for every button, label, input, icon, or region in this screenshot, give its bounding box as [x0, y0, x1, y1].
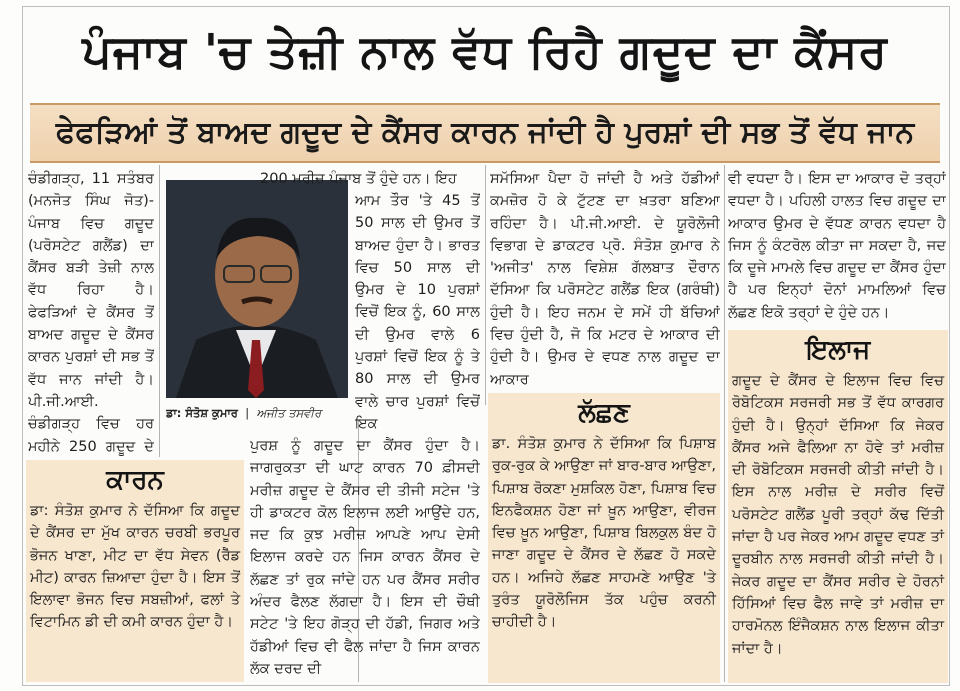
- box-causes-text: ਡਾ: ਸੰਤੋਸ਼ ਕੁਮਾਰ ਨੇ ਦੱਸਿਆ ਕਿ ਗਦੂਦ ਦੇ ਕੈਂਸਰ ਦਾ ਮੁੱਖ ਕਾਰਨ ਚਰਬੀ ਭਰਪੂਰ ਭੋਜਨ ਖਾਣਾ, ਮੀਟ ਦਾ ਵੱਧ ਸੇਵਨ (ਰੈੱਡ ਮੀਟ) ਕਾਰਨ ਜ਼ਿਆਦਾ ਹੁੰਦਾ ਹੈ। ਇਸ ਤੋਂ ਇਲਾਵਾ ਭੋਜਨ ਵਿਚ ਸਬਜ਼ੀਆਂ, ਫਲਾਂ ਤੇ ਵਿਟਾਮਿਨ ਡੀ ਦੀ ਕਮੀ ਕਾਰਨ ਹੁੰਦਾ ਹੈ।: [30, 503, 240, 631]
- box-symptoms: [488, 393, 720, 683]
- column-2-right: [355, 190, 480, 435]
- subheadline: ਫੇਫੜਿਆਂ ਤੋਂ ਬਾਅਦ ਗਦੂਦ ਦੇ ਕੈਂਸਰ ਕਾਰਨ ਜਾਂਦੀ ਹੈ ਪੁਰਸ਼ਾਂ ਦੀ ਸਭ ਤੋਂ ਵੱਧ ਜਾਨ: [30, 103, 940, 163]
- column-4: [728, 168, 946, 328]
- column-divider: [724, 165, 725, 682]
- box-treatment-heading: ਇਲਾਜ: [805, 335, 871, 365]
- box-symptoms-text: ਡਾ. ਸੰਤੋਸ਼ ਕੁਮਾਰ ਨੇ ਦੱਸਿਆ ਕਿ ਪਿਸ਼ਾਬ ਰੁਕ-ਰੁਕ ਕੇ ਆਉਣਾ ਜਾਂ ਬਾਰ-ਬਾਰ ਆਉਣਾ, ਪਿਸ਼ਾਬ ਰੋਕਣਾ ਮੁਸ਼ਕਿਲ ਹੋਣਾ, ਪਿਸ਼ਾਬ ਵਿਚ ਇਨਫੈਕਸ਼ਨ ਹੋਣਾ ਜਾਂ ਖ਼ੂਨ ਆਉਣਾ, ਵੀਰਜ ਵਿਚ ਖ਼ੂਨ ਆਉਣਾ, ਪਿਸ਼ਾਬ ਬਿਲਕੁਲ ਬੰਦ ਹੋ ਜਾਣਾ ਗਦੂਦ ਦੇ ਕੈਂਸਰ ਦੇ ਲੱਛਣ ਹੋ ਸਕਦੇ ਹਨ। ਅਜਿਹੇ ਲੱਛਣ ਸਾਹਮਣੇ ਆਉਣ 'ਤੇ ਤੁਰੰਤ ਯੂਰੋਲੋਜਿਸ ਤੱਕ ਪਹੁੰਚ ਕਰਨੀ ਚਾਹੀਦੀ ਹੈ।: [492, 436, 716, 631]
- column-2-top: [260, 168, 480, 190]
- column-1: [28, 168, 154, 458]
- column-3: [490, 168, 720, 388]
- box-treatment: [728, 330, 948, 683]
- column-2-bottom: [250, 435, 480, 680]
- box-treatment-text: ਗਦੂਦ ਦੇ ਕੈਂਸਰ ਦੇ ਇਲਾਜ ਵਿਚ ਵਿਚ ਰੋਬੋਟਿਕਸ ਸਰਜਰੀ ਸਭ ਤੋਂ ਵੱਧ ਕਾਰਗਰ ਹੁੰਦੀ ਹੈ। ਉਨ੍ਹਾਂ ਦੱਸਿਆ ਕਿ ਜੇਕਰ ਕੈਂਸਰ ਅਜੇ ਫੈਲਿਆ ਨਾ ਹੋਵੇ ਤਾਂ ਮਰੀਜ਼ ਦੀ ਰੋਬੋਟਿਕਸ ਸਰਜਰੀ ਕੀਤੀ ਜਾਂਦੀ ਹੈ। ਇਸ ਨਾਲ ਮਰੀਜ਼ ਦੇ ਸਰੀਰ ਵਿਚੋਂ ਪਰੋਸਟੇਟ ਗਲੈਂਡ ਪੂਰੀ ਤਰ੍ਹਾਂ ਕੱਢ ਦਿੱਤੀ ਜਾਂਦਾ ਹੈ ਪਰ ਜੇਕਰ ਆਮ ਗਦੂਦ ਵਧਣ ਤਾਂ ਦੂਰਬੀਨ ਨਾਲ ਸਰਜਰੀ ਕੀਤੀ ਜਾਂਦੀ ਹੈ। ਜੇਕਰ ਗਦੂਦ ਦਾ ਕੈਂਸਰ ਸਰੀਰ ਦੇ ਹੋਰਨਾਂ ਹਿੱਸਿਆਂ ਵਿਚ ਫੈਲ ਜਾਵੇ ਤਾਂ ਮਰੀਜ਼ ਦਾ ਹਾਰਮੋਨਲ ਇੰਜੈਕਸ਼ਨ ਨਾਲ ਇਲਾਜ ਕੀਤਾ ਜਾਂਦਾ ਹੈ।: [732, 373, 944, 657]
- caption-credit: ਅਜੀਤ ਤਸਵੀਰ: [256, 406, 322, 420]
- column-divider: [159, 165, 160, 457]
- headline: ਪੰਜਾਬ 'ਚ ਤੇਜ਼ੀ ਨਾਲ ਵੱਧ ਰਿਹੈ ਗਦੂਦ ਦਾ ਕੈਂਸਰ: [82, 24, 888, 78]
- box-causes: [26, 460, 244, 682]
- article-paragraph: 200 ਮਰੀਜ਼ ਪੰਜਾਬ ਤੋਂ ਹੁੰਦੇ ਹਨ। ਇਹ: [260, 171, 457, 187]
- article-paragraph: ਸਮੱਸਿਆ ਪੈਦਾ ਹੋ ਜਾਂਦੀ ਹੈ ਅਤੇ ਹੱਡੀਆਂ ਕਮਜ਼ੋਰ ਹੋ ਕੇ ਟੁੱਟਣ ਦਾ ਖ਼ਤਰਾ ਬਣਿਆ ਰਹਿੰਦਾ ਹੈ। ਪੀ.ਜੀ.ਆਈ. ਦੇ ਯੂਰੋਲੋਜੀ ਵਿਭਾਗ ਦੇ ਡਾਕਟਰ ਪ੍ਰੋ. ਸੰਤੋਸ਼ ਕੁਮਾਰ ਨੇ 'ਅਜੀਤ' ਨਾਲ ਵਿਸ਼ੇਸ਼ ਗੱਲਬਾਤ ਦੌਰਾਨ ਦੱਸਿਆ ਕਿ ਪਰੋਸਟੇਟ ਗਲੈਂਡ ਇਕ (ਗਰੰਥੀ) ਹੁੰਦੀ ਹੈ। ਇਹ ਜਨਮ ਦੇ ਸਮੇਂ ਹੀ ਬੱਚਿਆਂ ਵਿਚ ਹੁੰਦੀ ਹੈ, ਜੋ ਕਿ ਮਟਰ ਦੇ ਆਕਾਰ ਦੀ ਹੁੰਦੀ ਹੈ। ਉਮਰ ਦੇ ਵਧਣ ਨਾਲ ਗਦੂਦ ਦਾ ਆਕਾਰ: [490, 171, 720, 388]
- box-causes-heading: ਕਾਰਨ: [106, 465, 164, 495]
- article-paragraph: ਪੁਰਸ਼ ਨੂੰ ਗਦੂਦ ਦਾ ਕੈਂਸਰ ਹੁੰਦਾ ਹੈ। ਜਾਗਰੁਕਤਾ ਦੀ ਘਾਟ ਕਾਰਨ 70 ਫ਼ੀਸਦੀ ਮਰੀਜ਼ ਗਦੂਦ ਦੇ ਕੈਂਸਰ ਦੀ ਤੀਜੀ ਸਟੇਜ 'ਤੇ ਹੀ ਡਾਕਟਰ ਕੋਲ ਇਲਾਜ ਲਈ ਆਉਂਦੇ ਹਨ, ਜਦ ਕਿ ਕੁਝ ਮਰੀਜ਼ ਆਪਣੇ ਆਪ ਦੇਸੀ ਇਲਾਜ ਕਰਦੇ ਹਨ ਜਿਸ ਕਾਰਨ ਕੈਂਸਰ ਦੇ ਲੱਛਣ ਤਾਂ ਰੁਕ ਜਾਂਦੇ ਹਨ ਪਰ ਕੈਂਸਰ ਸਰੀਰ ਅੰਦਰ ਫੈਲਣ ਲੱਗਦਾ ਹੈ। ਇਸ ਦੀ ਚੌਥੀ ਸਟੇਟ 'ਤੇ ਇਹ ਗੋੜ੍ਹ ਦੀ ਹੱਡੀ, ਜਿਗਰ ਅਤੇ ਹੱਡੀਆਂ ਵਿਚ ਵੀ ਫੈਲ ਜਾਂਦਾ ਹੈ ਜਿਸ ਕਾਰਨ ਲੱਕ ਦਰਦ ਦੀ: [250, 438, 480, 677]
- article-paragraph: ਵੀ ਵਧਦਾ ਹੈ। ਇਸ ਦਾ ਆਕਾਰ ਦੋ ਤਰ੍ਹਾਂ ਵਧਦਾ ਹੈ। ਪਹਿਲੀ ਹਾਲਤ ਵਿਚ ਗਦੂਦ ਦਾ ਆਕਾਰ ਉਮਰ ਦੇ ਵੱਧਣ ਕਾਰਨ ਵਧਦਾ ਹੈ ਜਿਸ ਨੂੰ ਕੰਟਰੋਲ ਕੀਤਾ ਜਾ ਸਕਦਾ ਹੈ, ਜਦ ਕਿ ਦੂਜੇ ਮਾਮਲੇ ਵਿਚ ਗਦੂਦ ਦਾ ਕੈਂਸਰ ਹੁੰਦਾ ਹੈ ਪਰ ਇਨ੍ਹਾਂ ਦੋਨਾਂ ਮਾਮਲਿਆਂ ਵਿਚ ਲੱਛਣ ਇਕੋ ਤਰ੍ਹਾਂ ਦੇ ਹੁੰਦੇ ਹਨ।: [728, 171, 946, 321]
- portrait-illustration: [166, 180, 348, 398]
- column-divider: [485, 165, 486, 405]
- caption-name: ਡਾ: ਸੰਤੋਸ਼ ਕੁਮਾਰ: [166, 406, 238, 420]
- article-lead-paragraph: ਚੰਡੀਗੜ੍ਹ, 11 ਸਤੰਬਰ (ਮਨਜੋਤ ਸਿੰਘ ਜੋਤ)- ਪੰਜਾਬ ਵਿਚ ਗਦੂਦ (ਪਰੋਸਟੇਟ ਗਲੈਂਡ) ਦਾ ਕੈਂਸਰ ਬੜੀ ਤੇਜ਼ੀ ਨਾਲ ਵੱਧ ਰਿਹਾ ਹੈ। ਫੇਫੜਿਆਂ ਦੇ ਕੈਂਸਰ ਤੋਂ ਬਾਅਦ ਗਦੂਦ ਦੇ ਕੈਂਸਰ ਕਾਰਨ ਪੁਰਸ਼ਾਂ ਦੀ ਸਭ ਤੋਂ ਵੱਧ ਜਾਨ ਜਾਂਦੀ ਹੈ। ਪੀ.ਜੀ.ਆਈ. ਚੰਡੀਗੜ੍ਹ ਵਿਚ ਹਰ ਮਹੀਨੇ 250 ਗਦੂਦ ਦੇ: [28, 171, 154, 455]
- photo-dr-santosh-kumar: [166, 180, 348, 398]
- article-paragraph: ਆਮ ਤੌਰ 'ਤੇ 45 ਤੋਂ 50 ਸਾਲ ਦੀ ਉਮਰ ਤੋਂ ਬਾਅਦ ਹੁੰਦਾ ਹੈ। ਭਾਰਤ ਵਿਚ 50 ਸਾਲ ਦੀ ਉਮਰ ਦੇ 10 ਪੁਰਸ਼ਾਂ ਵਿਚੋਂ ਇਕ ਨੂੰ, 60 ਸਾਲ ਦੀ ਉਮਰ ਵਾਲੇ 6 ਪੁਰਸ਼ਾਂ ਵਿਚੋਂ ਇਕ ਨੂੰ ਤੇ 80 ਸਾਲ ਦੀ ਉਮਰ ਵਾਲੇ ਚਾਰ ਪੁਰਸ਼ਾਂ ਵਿਚੋਂ ਇਕ: [355, 193, 480, 432]
- margin-mark: [0, 152, 6, 158]
- box-symptoms-heading: ਲੱਛਣ: [578, 398, 630, 428]
- photo-caption: ਡਾ: ਸੰਤੋਸ਼ ਕੁਮਾਰ | ਅਜੀਤ ਤਸਵੀਰ: [166, 406, 322, 420]
